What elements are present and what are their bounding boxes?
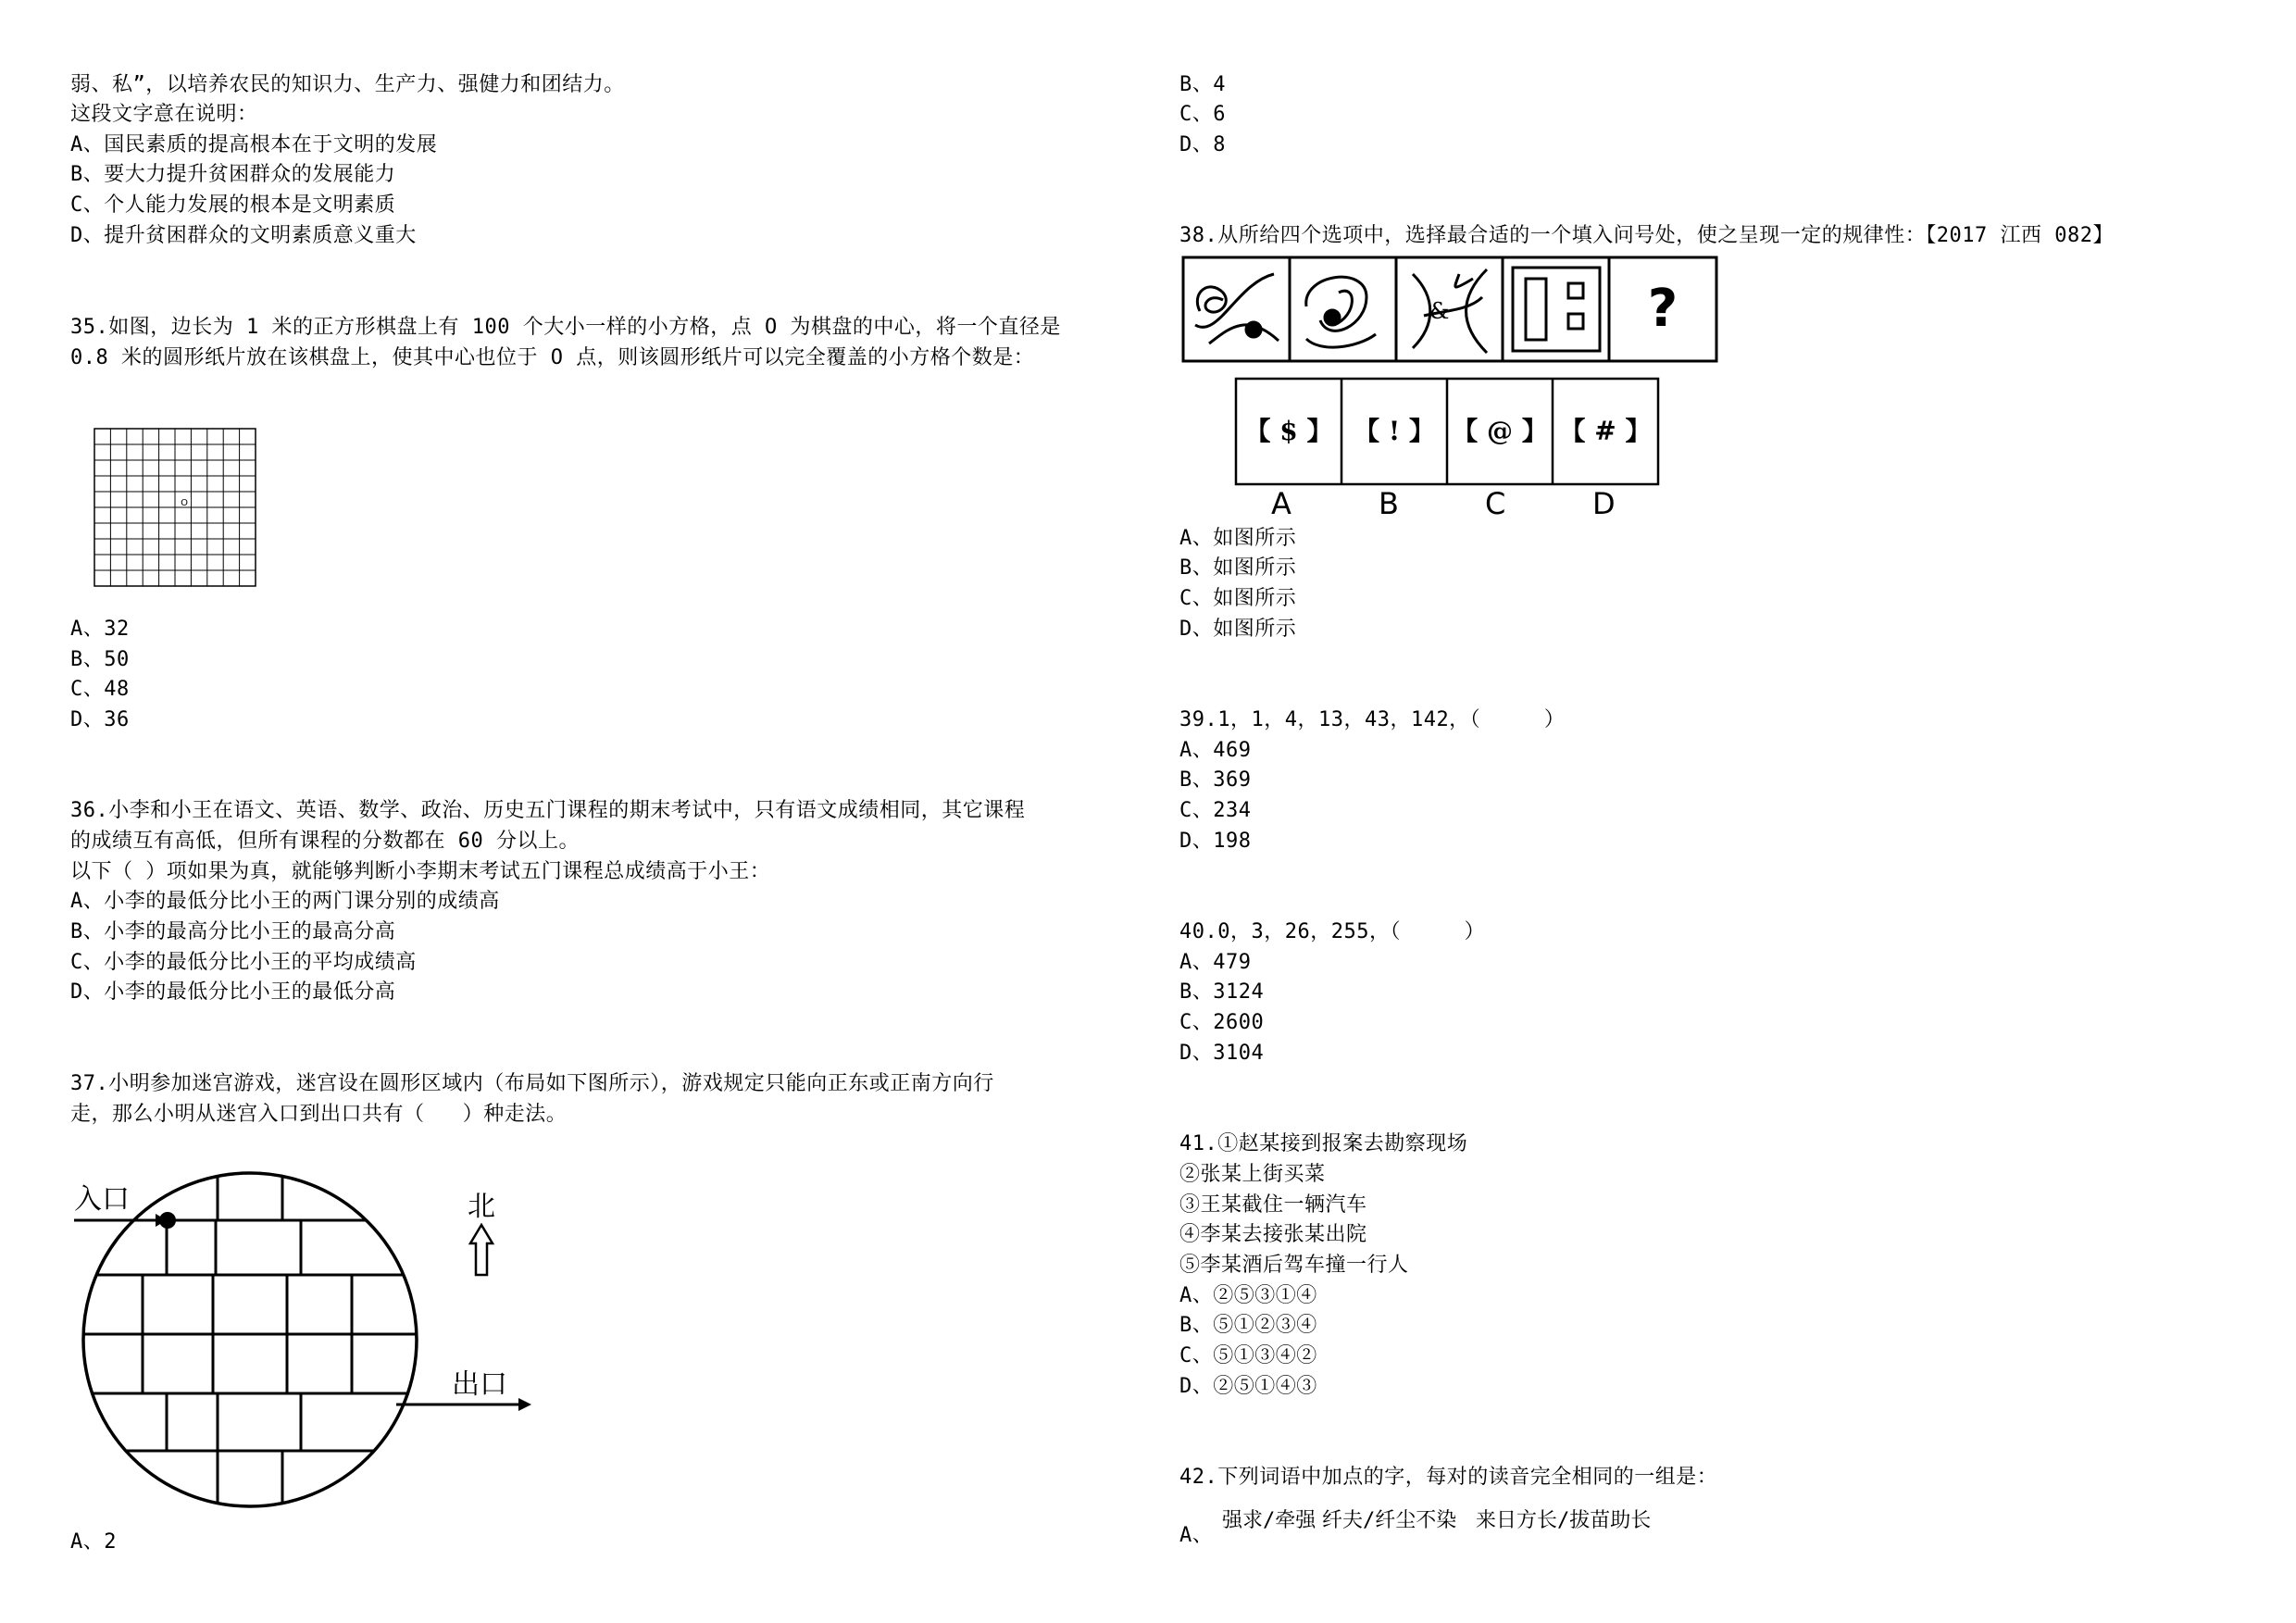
maze-entry-label: 入口 xyxy=(74,1183,130,1216)
q39-option-a: A、469 xyxy=(1179,739,1252,762)
q34-option-c: C、个人能力发展的根本是文明素质 xyxy=(70,194,396,217)
q38-sequence-figure xyxy=(1181,256,1718,363)
q36-option-a: A、小李的最低分比小王的两门课分别的成绩高 xyxy=(70,890,500,913)
option-label-b: B xyxy=(1379,486,1400,521)
option-label-a: A xyxy=(1271,486,1292,521)
q42-option-a-prefix: A、 xyxy=(1179,1524,1214,1547)
q37-stem-line1: 37.小明参加迷宫游戏，迷宫设在圆形区域内（布局如下图所示），游戏规定只能向正东或正南方向行 xyxy=(70,1072,994,1095)
q34-option-d: D、提升贫困群众的文明素质意义重大 xyxy=(70,224,417,247)
q37-option-a: A、2 xyxy=(70,1530,117,1554)
q35-option-b: B、50 xyxy=(70,648,130,671)
q41-option-a: A、②⑤③①④ xyxy=(1179,1284,1317,1307)
q35-option-c: C、48 xyxy=(70,678,130,701)
q38-options-figure xyxy=(1234,377,1660,488)
q42-pair-3: 来日方长/拔苗助长 xyxy=(1476,1509,1652,1532)
q36-stem-line2: 的成绩互有高低，但所有课程的分数都在 60 分以上。 xyxy=(70,830,580,853)
option-c-symbol: 【 @ 】 xyxy=(1452,416,1548,446)
option-d-symbol: 【 # 】 xyxy=(1559,416,1652,446)
q42-pair-1: 强求/牵强 xyxy=(1222,1509,1316,1532)
q35-stem-line2: 0.8 米的圆形纸片放在该棋盘上，使其中心也位于 O 点，则该圆形纸片可以完全覆盖的小方格个数是： xyxy=(70,346,1035,369)
maze-exit-label: 出口 xyxy=(452,1368,507,1401)
q40-stem: 40.0，3，26，255，（ ） xyxy=(1179,920,1486,943)
q39-option-c: C、234 xyxy=(1179,799,1252,822)
q41-stem-line2: ②张某上街买菜 xyxy=(1179,1163,1326,1186)
q38-option-c: C、如图所示 xyxy=(1179,587,1297,610)
sequence-cell-1 xyxy=(1195,274,1279,343)
question-mark-icon: ? xyxy=(1647,279,1678,339)
q37-option-c: C、6 xyxy=(1179,103,1226,126)
q38-option-b: B、如图所示 xyxy=(1179,556,1297,580)
q35-option-a: A、32 xyxy=(70,618,130,641)
q38-stem: 38.从所给四个选项中，选择最合适的一个填入问号处，使之呈现一定的规律性：【2017 江西 082】 xyxy=(1179,224,2114,247)
q41-stem-line3: ③王某截住一辆汽车 xyxy=(1179,1193,1367,1217)
q36-option-d: D、小李的最低分比小王的最低分高 xyxy=(70,980,396,1004)
q34-text-line1: 弱、私”，以培养农民的知识力、生产力、强健力和团结力。 xyxy=(70,73,625,96)
q40-option-b: B、3124 xyxy=(1179,980,1265,1004)
q38-option-a: A、如图所示 xyxy=(1179,527,1297,550)
q35-stem-line1: 35.如图，边长为 1 米的正方形棋盘上有 100 个大小一样的小方格，点 O 为棋盘的中心，将一个直径是 xyxy=(70,316,1061,339)
board-center-label: O xyxy=(181,498,188,508)
option-label-c: C xyxy=(1485,486,1506,521)
q40-option-a: A、479 xyxy=(1179,951,1252,974)
q34-option-a: A、国民素质的提高根本在于文明的发展 xyxy=(70,133,438,156)
q35-option-d: D、36 xyxy=(70,708,130,731)
maze-figure xyxy=(65,1162,546,1514)
q37-option-b: B、4 xyxy=(1179,73,1226,96)
q41-stem-line4: ④李某去接张某出院 xyxy=(1179,1223,1367,1246)
q37-option-d: D、8 xyxy=(1179,133,1226,156)
q36-option-c: C、小李的最低分比小王的平均成绩高 xyxy=(70,951,417,974)
q42-pair-2: 纤夫/纤尘不染 xyxy=(1322,1509,1457,1532)
q41-stem-line5: ⑤李某酒后驾车撞一行人 xyxy=(1179,1254,1409,1277)
q37-stem-line2: 走，那么小明从迷宫入口到出口共有（ ）种走法。 xyxy=(70,1103,568,1126)
north-arrow-icon xyxy=(470,1225,493,1275)
q41-option-c: C、⑤①③④② xyxy=(1179,1344,1317,1367)
sequence-cell-4 xyxy=(1513,268,1600,351)
option-b-symbol: 【 ! 】 xyxy=(1354,416,1435,446)
q41-option-b: B、⑤①②③④ xyxy=(1179,1314,1317,1337)
sequence-cell-3 xyxy=(1413,269,1487,353)
q42-stem: 42.下列词语中加点的字，每对的读音完全相同的一组是： xyxy=(1179,1466,1718,1489)
q36-option-b: B、小李的最高分比小王的最高分高 xyxy=(70,920,396,943)
q40-option-d: D、3104 xyxy=(1179,1042,1265,1065)
sequence-cell-2 xyxy=(1306,277,1376,347)
option-a-symbol: 【 $ 】 xyxy=(1244,416,1333,446)
q40-option-c: C、2600 xyxy=(1179,1011,1265,1034)
q39-stem: 39.1，1，4，13，43，142，（ ） xyxy=(1179,708,1566,731)
q36-stem-line3: 以下（ ）项如果为真，就能够判断小李期末考试五门课程总成绩高于小王： xyxy=(70,860,771,883)
north-label: 北 xyxy=(468,1191,495,1223)
q41-stem-line1: 41.①赵某接到报案去勘察现场 xyxy=(1179,1132,1468,1155)
option-label-d: D xyxy=(1592,486,1616,521)
ampersand-glyph: & xyxy=(1429,298,1450,324)
q41-option-d: D、②⑤①④③ xyxy=(1179,1375,1317,1398)
chessboard-figure xyxy=(93,427,259,589)
q34-option-b: B、要大力提升贫困群众的发展能力 xyxy=(70,163,396,186)
q36-stem-line1: 36.小李和小王在语文、英语、数学、政治、历史五门课程的期末考试中，只有语文成绩相同，其它课程 xyxy=(70,799,1026,822)
q39-option-d: D、198 xyxy=(1179,830,1252,853)
q38-option-d: D、如图所示 xyxy=(1179,618,1297,641)
q34-text-line2: 这段文字意在说明： xyxy=(70,103,258,126)
q39-option-b: B、369 xyxy=(1179,768,1252,792)
